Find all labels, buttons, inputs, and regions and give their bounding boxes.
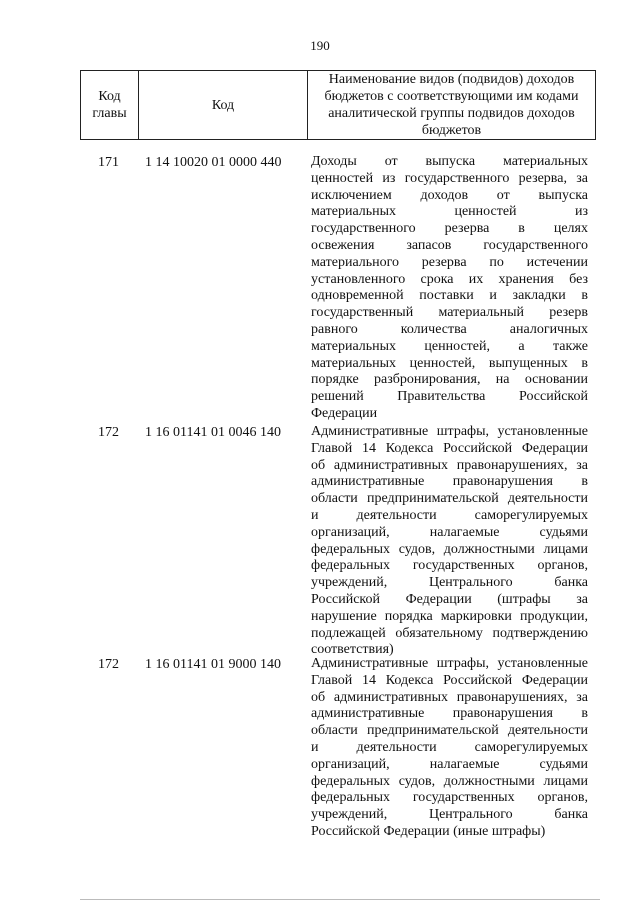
- header-code: Код: [139, 71, 308, 140]
- table-header: [80, 70, 596, 140]
- row-chapter-code: 172: [98, 657, 119, 672]
- row-name-line: об административных правонарушениях, за: [311, 457, 588, 473]
- page-number: 190: [310, 38, 330, 53]
- row-name: [311, 424, 588, 659]
- header-name-line: бюджетов: [421, 123, 482, 138]
- row-name-line: Федерации: [311, 405, 378, 421]
- row-name-line: федеральных государственных органов,: [311, 790, 588, 806]
- row-name-line: ценностей из государственного резерва, за: [311, 170, 588, 186]
- row-name-line: материального резерва по истечении: [311, 254, 588, 270]
- row-name-line: освежения запасов государственного: [311, 237, 588, 253]
- row-name-line: решений Правительства Российской: [311, 389, 588, 405]
- row-name-line: материальных ценностей из: [311, 204, 588, 220]
- row-name-line: учреждений, Центрального банка: [311, 807, 588, 823]
- row-chapter-code: 172: [98, 425, 119, 440]
- row-name-line: учреждений, Центрального банка: [311, 575, 588, 591]
- row-name-line: равного количества аналогичных: [311, 321, 588, 337]
- row-name-line: Главой 14 Кодекса Российской Федерации: [311, 672, 588, 688]
- row-name-line: организаций, налагаемые судьями: [311, 524, 588, 540]
- row-name-line: и деятельности саморегулируемых: [311, 739, 588, 755]
- row-name-line: федеральных судов, должностными лицами: [311, 541, 588, 557]
- row-name: [311, 656, 588, 841]
- row-name-line: соответствия): [311, 642, 394, 658]
- row-name-line: нарушение порядка маркировки продукции,: [311, 608, 588, 624]
- header-name-line: Наименование видов (подвидов) доходов: [328, 72, 575, 87]
- row-name-line: исключением доходов от выпуска: [311, 187, 588, 203]
- row-name: [311, 154, 588, 423]
- header-name-line: бюджетов с соответствующими им кодами: [324, 89, 579, 104]
- row-name-line: административные правонарушения в: [311, 474, 588, 490]
- row-name-line: административные правонарушения в: [311, 706, 588, 722]
- row-name-line: Российской Федерации (иные штрафы): [311, 823, 546, 839]
- row-code: 1 14 10020 01 0000 440: [145, 155, 282, 170]
- row-name-line: Доходы от выпуска материальных: [311, 154, 588, 169]
- row-name-line: порядке разбронирования, на основании: [311, 372, 588, 388]
- page-bottom-rule: [80, 899, 600, 900]
- row-name-line: государственного резерва в целях: [311, 221, 588, 237]
- row-name-line: и деятельности саморегулируемых: [311, 507, 588, 523]
- row-name-line: организаций, налагаемые судьями: [311, 756, 588, 772]
- header-name: [308, 71, 596, 140]
- row-name-line: материальных ценностей, выпущенных в: [311, 355, 588, 371]
- row-name-line: федеральных судов, должностными лицами: [311, 773, 588, 789]
- row-name-line: об административных правонарушениях, за: [311, 689, 588, 705]
- row-name-line: материальных ценностей, а также: [311, 338, 588, 354]
- row-name-line: Административные штрафы, установленные: [311, 424, 588, 439]
- header-name-line: аналитической группы подвидов доходов: [328, 106, 575, 121]
- row-name-line: одновременной поставки и закладки в: [311, 288, 588, 304]
- row-name-line: Российской Федерации (штрафы за: [311, 591, 588, 607]
- row-code: 1 16 01141 01 9000 140: [145, 657, 281, 672]
- row-name-line: федеральных государственных органов,: [311, 558, 588, 574]
- row-name-line: подлежащей обязательному подтверждению: [311, 625, 588, 641]
- row-name-line: области предпринимательской деятельности: [311, 491, 588, 507]
- row-name-line: Административные штрафы, установленные: [311, 656, 588, 671]
- row-name-line: установленного срока их хранения без: [311, 271, 588, 287]
- row-name-line: Главой 14 Кодекса Российской Федерации: [311, 440, 588, 456]
- row-code: 1 16 01141 01 0046 140: [145, 425, 281, 440]
- header-chapter-code: [81, 71, 139, 140]
- row-name-line: области предпринимательской деятельности: [311, 723, 588, 739]
- row-name-line: государственный материальный резерв: [311, 305, 588, 321]
- row-chapter-code: 171: [98, 155, 119, 170]
- header-chapter-line2: главы: [92, 106, 127, 121]
- header-chapter-line1: Код: [98, 89, 121, 104]
